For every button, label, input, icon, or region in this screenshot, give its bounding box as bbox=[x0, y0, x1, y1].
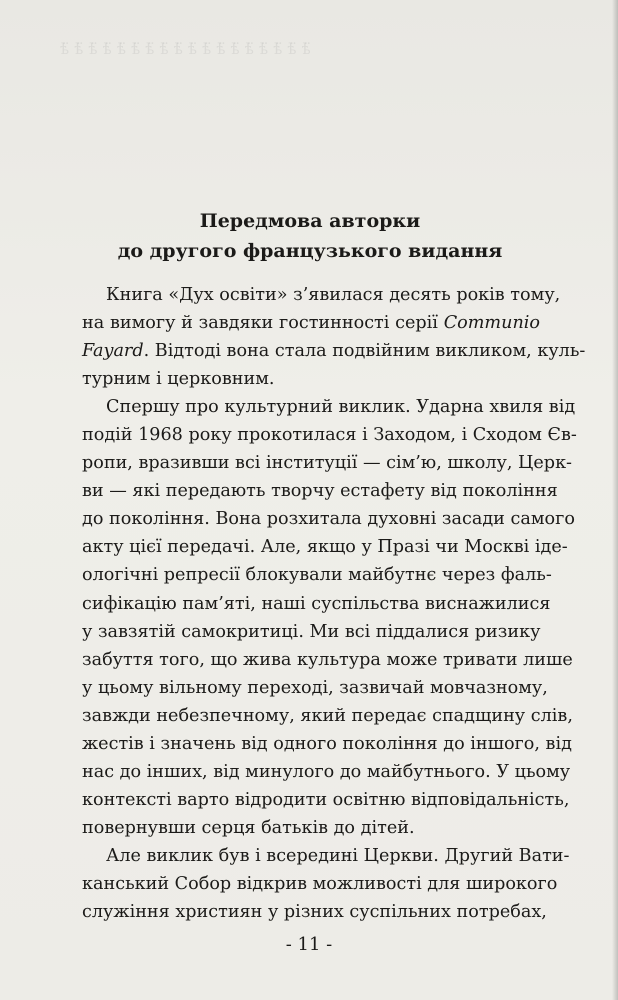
text-line: у завзятій самокритиці. Ми всі піддалися ризику bbox=[82, 621, 541, 642]
heading-line-2: до другого французького видання bbox=[117, 240, 503, 262]
text-line: жестів і значень від одного покоління до іншого, від bbox=[82, 733, 572, 754]
text-line: Книга «Дух освіти» з’явилася десять років тому, bbox=[106, 285, 561, 305]
text-segment: . Відтоді вона стала подвійним викликом, куль- bbox=[143, 341, 586, 362]
text-line: сифікацію пам’яті, наші суспільства виснажилися bbox=[82, 593, 551, 614]
text-line: контексті варто відродити освітню відповідальність, bbox=[82, 789, 570, 810]
series-name-italic: Communio bbox=[443, 313, 540, 334]
text-line bbox=[82, 337, 586, 365]
text-line: повернувши серця батьків до дітей. bbox=[82, 817, 415, 838]
text-line: канський Собор відкрив можливості для широкого bbox=[82, 873, 558, 894]
text-line: акту цієї передачі. Але, якщо у Празі чи Москві іде- bbox=[82, 537, 568, 558]
text-line: служіння християн у різних суспільних потребах, bbox=[82, 902, 547, 923]
chapter-heading bbox=[80, 206, 540, 266]
text-line: ологічні репресії блокували майбутнє через фаль- bbox=[82, 565, 552, 586]
text-line: до покоління. Вона розхитала духовні засади самого bbox=[82, 509, 575, 530]
text-line: нас до інших, від минулого до майбутнього. У цьому bbox=[82, 761, 571, 782]
text-line bbox=[82, 309, 540, 337]
text-line: турним і церковним. bbox=[82, 369, 275, 390]
page-number: - 11 - bbox=[285, 934, 333, 955]
text-line: Спершу про культурний виклик. Ударна хвиля від bbox=[106, 397, 576, 418]
text-segment: на вимогу й завдяки гостинності серії bbox=[82, 313, 438, 334]
text-line: подій 1968 року прокотилася і Заходом, і Сходом Єв- bbox=[82, 425, 577, 446]
text-line: ви — які передають творчу естафету від покоління bbox=[82, 481, 558, 502]
text-line: у цьому вільному переході, зазвичай мовчазному, bbox=[82, 677, 548, 698]
heading-line-1: Передмова авторки bbox=[199, 210, 421, 232]
text-line: забуття того, що жива культура може тривати лише bbox=[82, 649, 573, 670]
bleed-through-line: ѣ̈ ѣ̈ ѣ̈ ѣ̈ ѣ̈ ѣ̈ ѣ̈ ѣ̈ ѣ̈ ѣ̈ ѣ̈ ѣ̈ ѣ̈ ѣ̈ ѣ̈ ѣ̈ ѣ̈ ѣ̈ bbox=[60, 40, 311, 58]
text-line: завжди небезпечному, який передає спадщину слів, bbox=[82, 705, 573, 726]
text-line: Але виклик був і всередині Церкви. Другий Вати- bbox=[106, 845, 570, 866]
page-edge-shadow bbox=[612, 0, 618, 1000]
body-text bbox=[82, 281, 586, 926]
text-line: ропи, вразивши всі інституції — сім’ю, школу, Церк- bbox=[82, 453, 573, 474]
publisher-name-italic: Fayard bbox=[82, 341, 144, 362]
